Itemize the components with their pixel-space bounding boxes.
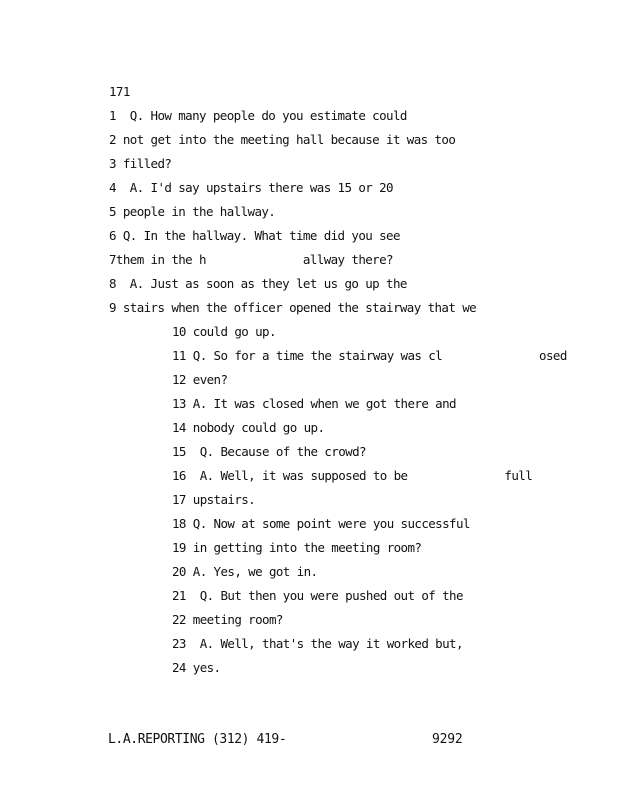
transcript-line-2: 2 not get into the meeting hall because it was too (109, 132, 456, 147)
footer-reporter: L.A.REPORTING (312) 419- (108, 732, 287, 747)
transcript-line-7: 7them in the h allway there? (109, 252, 393, 267)
transcript-line-22: 22 meeting room? (172, 612, 283, 627)
transcript-line-24: 24 yes. (172, 660, 221, 675)
transcript-line-15: 15 Q. Because of the crowd? (172, 444, 366, 459)
transcript-line-12: 12 even? (172, 372, 228, 387)
page-number: 171 (109, 84, 130, 99)
transcript-line-20: 20 A. Yes, we got in. (172, 564, 318, 579)
transcript-line-18: 18 Q. Now at some point were you successful (172, 516, 470, 531)
transcript-line-16: 16 A. Well, it was supposed to be full (172, 468, 533, 483)
transcript-line-8: 8 A. Just as soon as they let us go up the (109, 276, 407, 291)
transcript-line-3: 3 filled? (109, 156, 172, 171)
transcript-line-1: 1 Q. How many people do you estimate could (109, 108, 407, 123)
transcript-line-17: 17 upstairs. (172, 492, 256, 507)
transcript-line-11: 11 Q. So for a time the stairway was cl osed (172, 348, 567, 363)
transcript-line-13: 13 A. It was closed when we got there and (172, 396, 456, 411)
transcript-line-6: 6 Q. In the hallway. What time did you see (109, 228, 400, 243)
transcript-line-19: 19 in getting into the meeting room? (172, 540, 422, 555)
transcript-line-23: 23 A. Well, that's the way it worked but, (172, 636, 463, 651)
footer-number: 9292 (432, 732, 463, 747)
transcript-line-9: 9 stairs when the officer opened the stairway that we (109, 300, 477, 315)
transcript-line-14: 14 nobody could go up. (172, 420, 325, 435)
transcript-line-21: 21 Q. But then you were pushed out of the (172, 588, 463, 603)
transcript-line-5: 5 people in the hallway. (109, 204, 276, 219)
transcript-line-10: 10 could go up. (172, 324, 276, 339)
transcript-line-4: 4 A. I'd say upstairs there was 15 or 20 (109, 180, 393, 195)
